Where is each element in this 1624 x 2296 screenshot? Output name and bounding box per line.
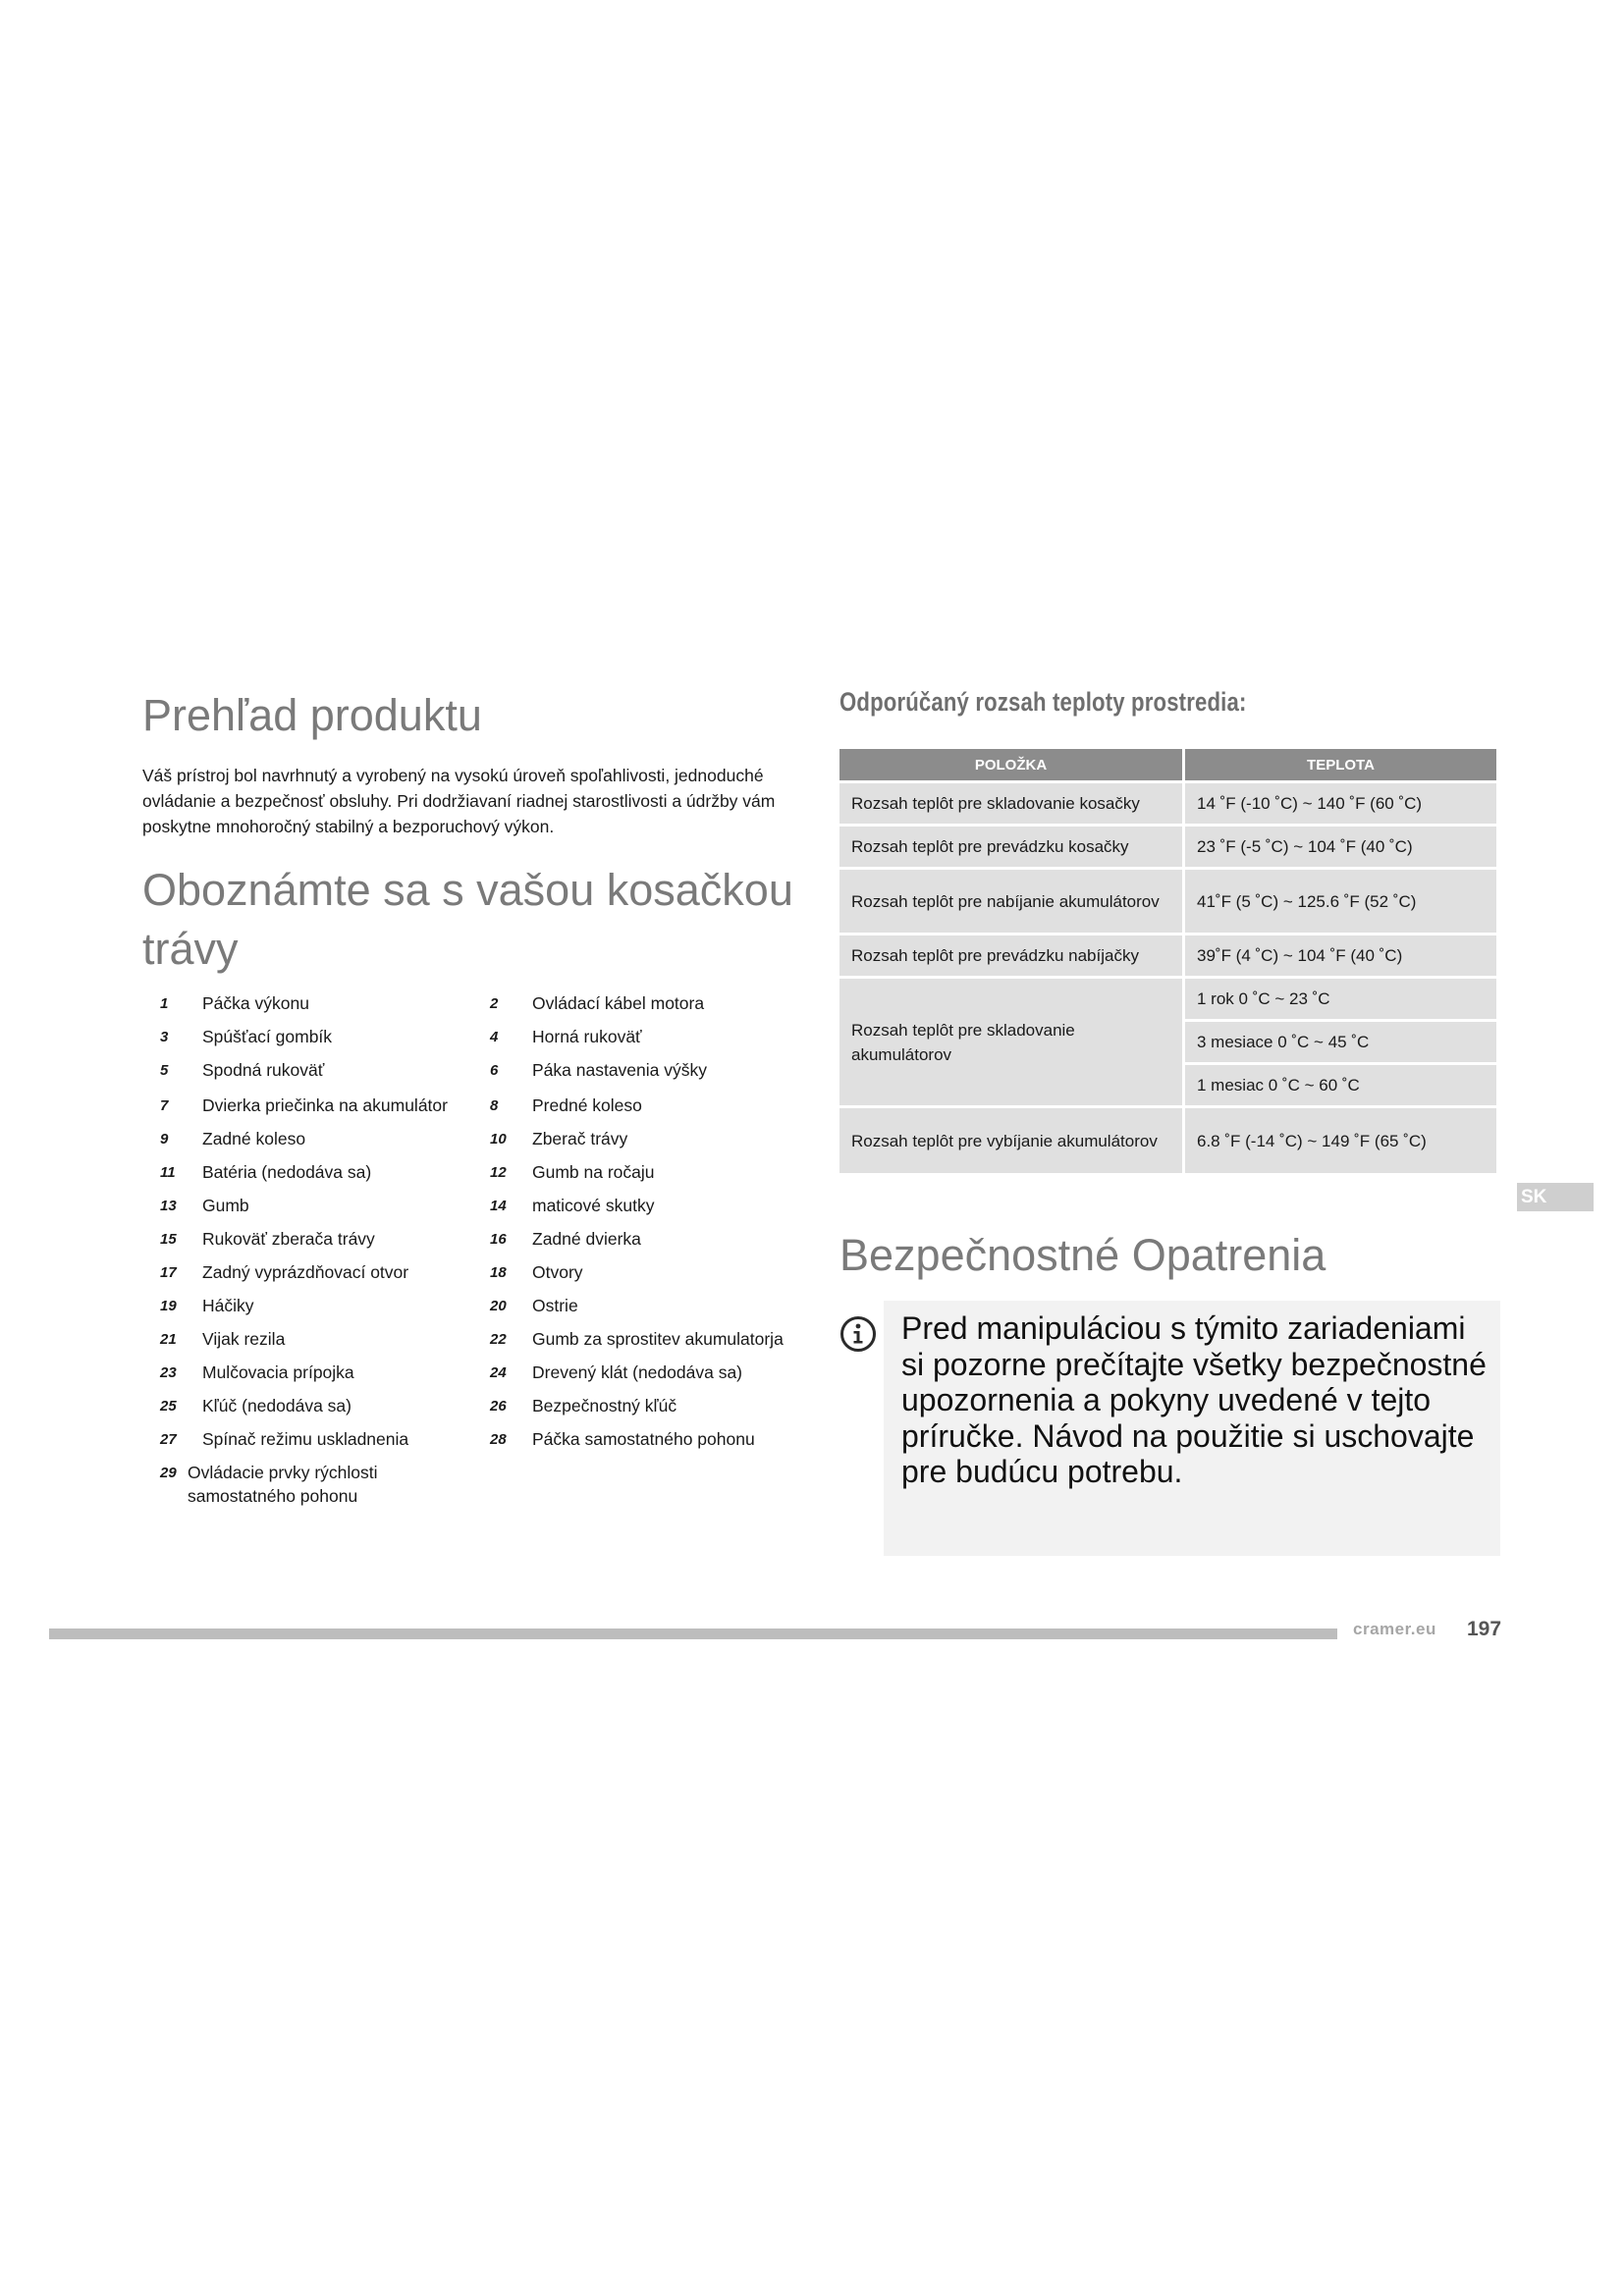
table-cell-temperature: 14 ˚F (-10 ˚C) ~ 140 ˚F (60 ˚C) bbox=[1185, 783, 1496, 824]
table-cell-item: Rozsah teplôt pre skladovanie akumulátorov bbox=[839, 979, 1182, 1105]
column-header-temperature: TEPLOTA bbox=[1185, 749, 1496, 780]
safety-notice-text: Pred manipuláciou s týmito zariadeniami si pozorne prečítajte všetky bezpečnostné upozornenia a pokyny uvedené v tejto príručke. Návod na použitie si uschovajte pre budúcu potrebu. bbox=[901, 1310, 1487, 1489]
table-row bbox=[839, 935, 1496, 976]
temperature-section bbox=[839, 687, 1507, 1489]
footer-site: cramer.eu bbox=[1353, 1620, 1436, 1638]
language-tab: SK bbox=[1517, 1183, 1594, 1211]
table-cell-temperature: 6.8 ˚F (-14 ˚C) ~ 149 ˚F (65 ˚C) bbox=[1185, 1108, 1496, 1173]
table-cell-item: Rozsah teplôt pre prevádzku nabíjačky bbox=[839, 935, 1182, 976]
temperature-title: Odporúčaný rozsah teploty prostredia: bbox=[839, 687, 1247, 717]
table-row bbox=[839, 979, 1496, 1019]
info-icon bbox=[839, 1315, 877, 1353]
table-cell-item: Rozsah teplôt pre vybíjanie akumulátorov bbox=[839, 1108, 1182, 1173]
footer-bar bbox=[49, 1629, 1337, 1639]
table-row bbox=[839, 783, 1496, 824]
table-cell-temperature: 41˚F (5 ˚C) ~ 125.6 ˚F (52 ˚C) bbox=[1185, 870, 1496, 933]
safety-notice bbox=[884, 1301, 1500, 1556]
table-cell-item: Rozsah teplôt pre prevádzku kosačky bbox=[839, 827, 1182, 867]
table-row bbox=[839, 870, 1496, 933]
safety-title: Bezpečnostné Opatrenia bbox=[839, 1230, 1326, 1280]
table-cell-temperature: 3 mesiace 0 ˚C ~ 45 ˚C bbox=[1185, 1022, 1496, 1062]
table-cell-temperature: 1 rok 0 ˚C ~ 23 ˚C bbox=[1185, 979, 1496, 1019]
temperature-table bbox=[837, 746, 1499, 1176]
product-overview-intro: Váš prístroj bol navrhnutý a vyrobený na vysokú úroveň spoľahlivosti, jednoduché ovládanie a bezpečnosť obsluhy. Pri dodržiavaní riadnej starostlivosti a údržby vám poskytne mnohoročný stabilný a bezporuchový výkon. bbox=[142, 765, 776, 836]
table-row bbox=[839, 827, 1496, 867]
table-header-row bbox=[839, 749, 1496, 780]
product-overview-section: Prehľad produktu Váš prístroj bol navrhnutý a vyrobený na vysokú úroveň spoľahlivosti, jednoduché ovládanie a bezpečnosť obsluhy. Pri dodržiavaní riadnej starostlivosti a údržby vám poskytne mnohoročný stabilný a bezporuchový výkon. Oboznámte sa s vašou kosačkou trávy 1 Páčka výkonu 2 Ovládací kábel motora 3 Spúšťací gombík 4 Horná rukoväť 5 Spodná rukoväť 6 Páka nastavenia výšky 7 Dvierka priečinka na akumulátor 8 Predné koleso 9 Zadné koleso 10 Zberač trávy 11 Batéria (nedodáva sa) 12 Gumb na ročaju 13 Gumb 14 maticové skutky 15 Rukoväť zberača trávy 16 Zadné dvierka 17 Zadný vyprázdňovací otvor 18 Otvory 19 Háčiky 20 Ostrie 21 Vijak rezila 22 Gumb za sprostitev akumulatorja 23 Mulčovacia prípojka 24 Drevený klát (nedodáva sa) 25 Kľúč (nedodáva sa) 26 Bezpečnostný kľúč 27 Spínač režimu uskladnenia 28 Páčka samostatného pohonu 29 Ovládacie prvky rýchlosti samostatného pohonu bbox=[142, 687, 805, 979]
table-cell-temperature: 23 ˚F (-5 ˚C) ~ 104 ˚F (40 ˚C) bbox=[1185, 827, 1496, 867]
product-overview-title: Prehľad produktu bbox=[142, 690, 482, 740]
table-cell-temperature: 1 mesiac 0 ˚C ~ 60 ˚C bbox=[1185, 1065, 1496, 1105]
table-row bbox=[839, 1108, 1496, 1173]
table-cell-temperature: 39˚F (4 ˚C) ~ 104 ˚F (40 ˚C) bbox=[1185, 935, 1496, 976]
table-cell-item: Rozsah teplôt pre nabíjanie akumulátorov bbox=[839, 870, 1182, 933]
mower-parts-title: Oboznámte sa s vašou kosačkou trávy bbox=[142, 864, 793, 974]
column-header-item: POLOŽKA bbox=[839, 749, 1182, 780]
table-cell-item: Rozsah teplôt pre skladovanie kosačky bbox=[839, 783, 1182, 824]
page-number: 197 bbox=[1467, 1618, 1502, 1640]
